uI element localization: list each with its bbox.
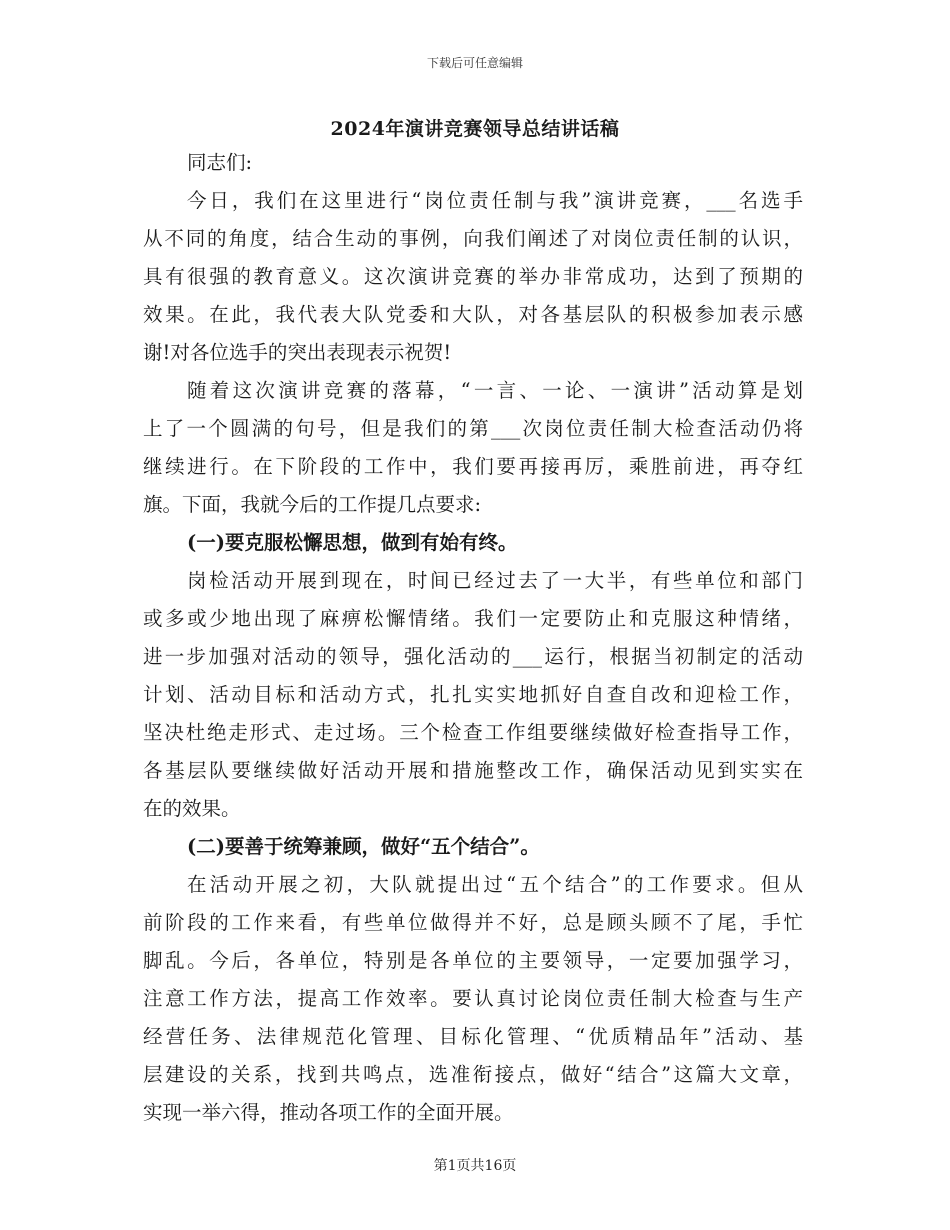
- paragraph-line: 前阶段的工作来看，有些单位做得并不好，总是顾头顾不了尾，手忙: [143, 911, 803, 934]
- paragraph-line: 随着这次演讲竞赛的落幕，“一言、一论、一演讲”活动算是划: [187, 379, 803, 402]
- paragraph-line: 计划、活动目标和活动方式，扎扎实实地抓好自查自改和迎检工作，: [143, 683, 803, 706]
- header-note: 下载后可任意编辑: [426, 56, 523, 70]
- paragraph-line: 从不同的角度，结合生动的事例，向我们阐述了对岗位责任制的认识，: [143, 227, 803, 250]
- paragraph-line: 实现一举六得，推动各项工作的全面开展。: [143, 1101, 514, 1124]
- paragraph-line: 注意工作方法，提高工作效率。要认真讨论岗位责任制大检查与生产: [143, 987, 803, 1010]
- paragraph-line: 在的效果。: [143, 797, 241, 820]
- paragraph-line: 具有很强的教育意义。这次演讲竞赛的举办非常成功，达到了预期的: [143, 265, 803, 288]
- paragraph-line: 效果。在此，我代表大队党委和大队，对各基层队的积极参加表示感: [143, 303, 803, 326]
- paragraph-line: 上了一个圆满的句号，但是我们的第___次岗位责任制大检查活动仍将: [143, 417, 803, 440]
- salutation: 同志们:: [187, 151, 253, 174]
- paragraph-line: 进一步加强对活动的领导，强化活动的___运行，根据当初制定的活动: [143, 645, 803, 668]
- paragraph-line: 或多或少地出现了麻痹松懈情绪。我们一定要防止和克服这种情绪，: [143, 607, 803, 630]
- page-footer: 第1页共16页: [433, 1158, 517, 1174]
- paragraph-line: 谢!对各位选手的突出表现表示祝贺!: [143, 341, 452, 364]
- document-body: [143, 144, 803, 1132]
- paragraph-line: 岗检活动开展到现在，时间已经过去了一大半，有些单位和部门: [187, 569, 803, 592]
- paragraph-line: 坚决杜绝走形式、走过场。三个检查工作组要继续做好检查指导工作，: [143, 721, 803, 744]
- paragraph-line: 各基层队要继续做好活动开展和措施整改工作，确保活动见到实实在: [143, 759, 803, 782]
- paragraph-line: 在活动开展之初，大队就提出过“五个结合”的工作要求。但从: [187, 873, 803, 896]
- paragraph-line: 今日，我们在这里进行“岗位责任制与我”演讲竞赛，___名选手: [187, 189, 803, 212]
- paragraph-line: 层建设的关系，找到共鸣点，选准衔接点，做好“结合”这篇大文章，: [143, 1063, 803, 1086]
- section-heading: (一)要克服松懈思想，做到有始有终。: [187, 531, 518, 554]
- paragraph-line: 脚乱。今后，各单位，特别是各单位的主要领导，一定要加强学习，: [143, 949, 803, 972]
- paragraph-line: 经营任务、法律规范化管理、目标化管理、“优质精品年”活动、基: [143, 1025, 803, 1048]
- section-heading: (二)要善于统筹兼顾，做好“五个结合”。: [187, 835, 540, 858]
- document-title: 2024年演讲竞赛领导总结讲话稿: [330, 118, 620, 140]
- paragraph-line: 旗。下面，我就今后的工作提几点要求:: [143, 493, 482, 516]
- paragraph-line: 继续进行。在下阶段的工作中，我们要再接再厉，乘胜前进，再夺红: [143, 455, 803, 478]
